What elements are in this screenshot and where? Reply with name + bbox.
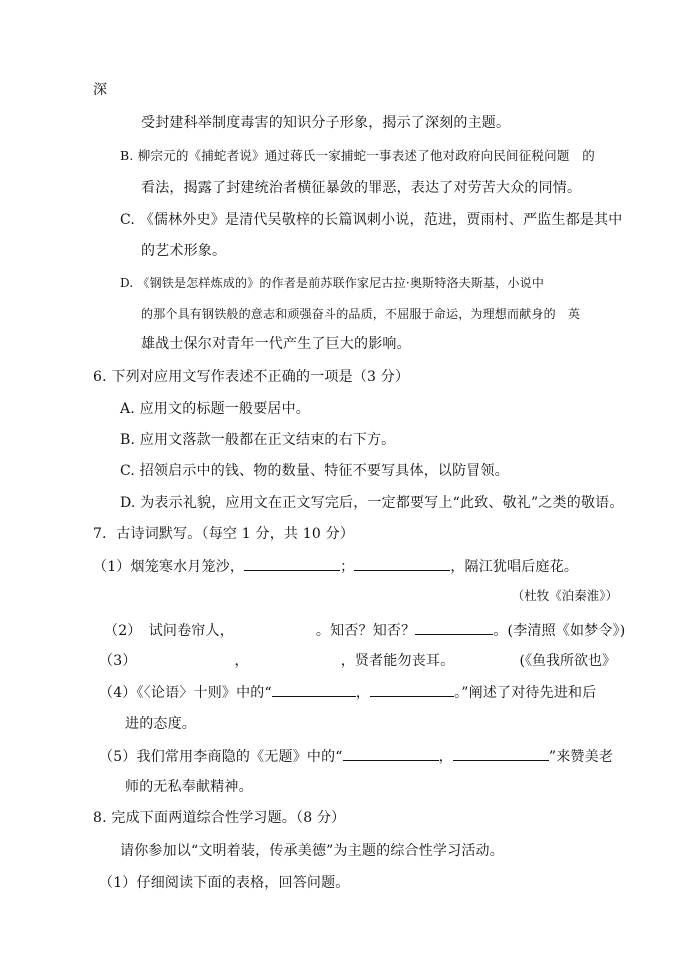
question-6-option-d: D. 为表示礼貌，应用文在正文写完后，一定都要写上“此致、敬礼”之类的敬语。 [120, 495, 624, 511]
poem-item-1 [93, 556, 578, 577]
question-6-option-b: B. 应用文落款一般都在正文结束的右下方。 [120, 432, 396, 448]
poem-source: （杜牧《泊秦淮》） [511, 588, 618, 603]
question-8-part-1: （1）仔细阅读下面的表格，回答问题。 [99, 875, 350, 891]
text-line: 雄战士保尔对青年一代产生了巨大的影响。 [141, 336, 411, 352]
poem-text: ， [355, 685, 371, 701]
answer-blank[interactable] [343, 746, 439, 761]
text-line: 进的态度。 [125, 716, 196, 732]
question-6-title: 6. 下列对应用文写作表述不正确的一项是（3 分） [93, 369, 410, 385]
poem-item-4 [99, 682, 596, 703]
question-6-option-c: C. 招领启示中的钱、物的数量、特征不要写具体，以防冒领。 [120, 463, 509, 479]
poem-text: （3） [99, 653, 137, 669]
text-line: 看法，揭露了封建统治者横征暴敛的罪恶，表达了对劳苦大众的同情。 [141, 180, 582, 196]
text-line: 师的无私奉献精神。 [125, 779, 253, 795]
answer-blank[interactable] [272, 682, 356, 697]
poem-text: （1）烟笼寒水月笼沙， [93, 559, 245, 575]
poem-item-5 [99, 746, 613, 767]
option-c-line: C. 《儒林外史》是清代吴敬梓的长篇讽刺小说，范进，贾雨村、严监生都是其中 [120, 212, 623, 228]
poem-text: ； [340, 559, 355, 575]
poem-text: ，贤者能勿丧耳。 [340, 653, 455, 669]
poem-text: ，隔江犹唱后庭花。 [450, 559, 579, 575]
question-8-intro: 请你参加以“文明着装，传承美德”为主题的综合性学习活动。 [120, 843, 504, 859]
option-b-line: B. 柳宗元的《捕蛇者说》通过蒋氏一家捕蛇一事表述了他对政府向民间征税问题 的 [120, 148, 595, 163]
poem-text: 。知否？知否？ [315, 623, 416, 639]
question-7-title: 7．古诗词默写。（每空 1 分，共 10 分） [93, 526, 355, 542]
poem-text: （4）《〈论语〉十则》中的“ [99, 685, 272, 701]
text-line: 的那个具有钢铁般的意志和顽强奋斗的品质，不屈服于命运，为理想而献身的 英 [141, 307, 581, 321]
poem-text: ， [234, 653, 249, 669]
text-line: 的艺术形象。 [141, 243, 227, 259]
question-6-option-a: A. 应用文的标题一般要居中。 [120, 401, 311, 417]
poem-text: ”来赞美老 [548, 749, 614, 765]
poem-text: ， [438, 749, 453, 765]
question-8-title: 8. 完成下面两道综合性学习题。（8 分） [93, 810, 346, 826]
poem-source: (《鱼我所欲也》 [519, 653, 616, 669]
option-d-line: D. 《钢铁是怎样炼成的》的作者是前苏联作家尼古拉·奥斯特洛夫斯基，小说中 [120, 276, 545, 290]
poem-item-3 [99, 651, 454, 671]
answer-blank[interactable] [453, 746, 549, 761]
answer-blank[interactable] [370, 682, 454, 697]
text-line: 受封建科举制度毒害的知识分子形象，揭示了深刻的主题。 [141, 115, 511, 131]
answer-blank[interactable] [244, 556, 340, 571]
poem-text: 。”阐述了对待先进和后 [454, 685, 597, 701]
poem-text: 。(李清照《如梦令》) [493, 623, 626, 639]
answer-blank[interactable] [415, 620, 493, 635]
answer-blank[interactable] [354, 556, 450, 571]
poem-text: （2） 试问卷帘人， [104, 623, 234, 639]
poem-text: （5）我们常用李商隐的《无题》中的“ [99, 749, 343, 765]
poem-item-2 [104, 620, 625, 641]
text-line: 深 [93, 82, 108, 98]
